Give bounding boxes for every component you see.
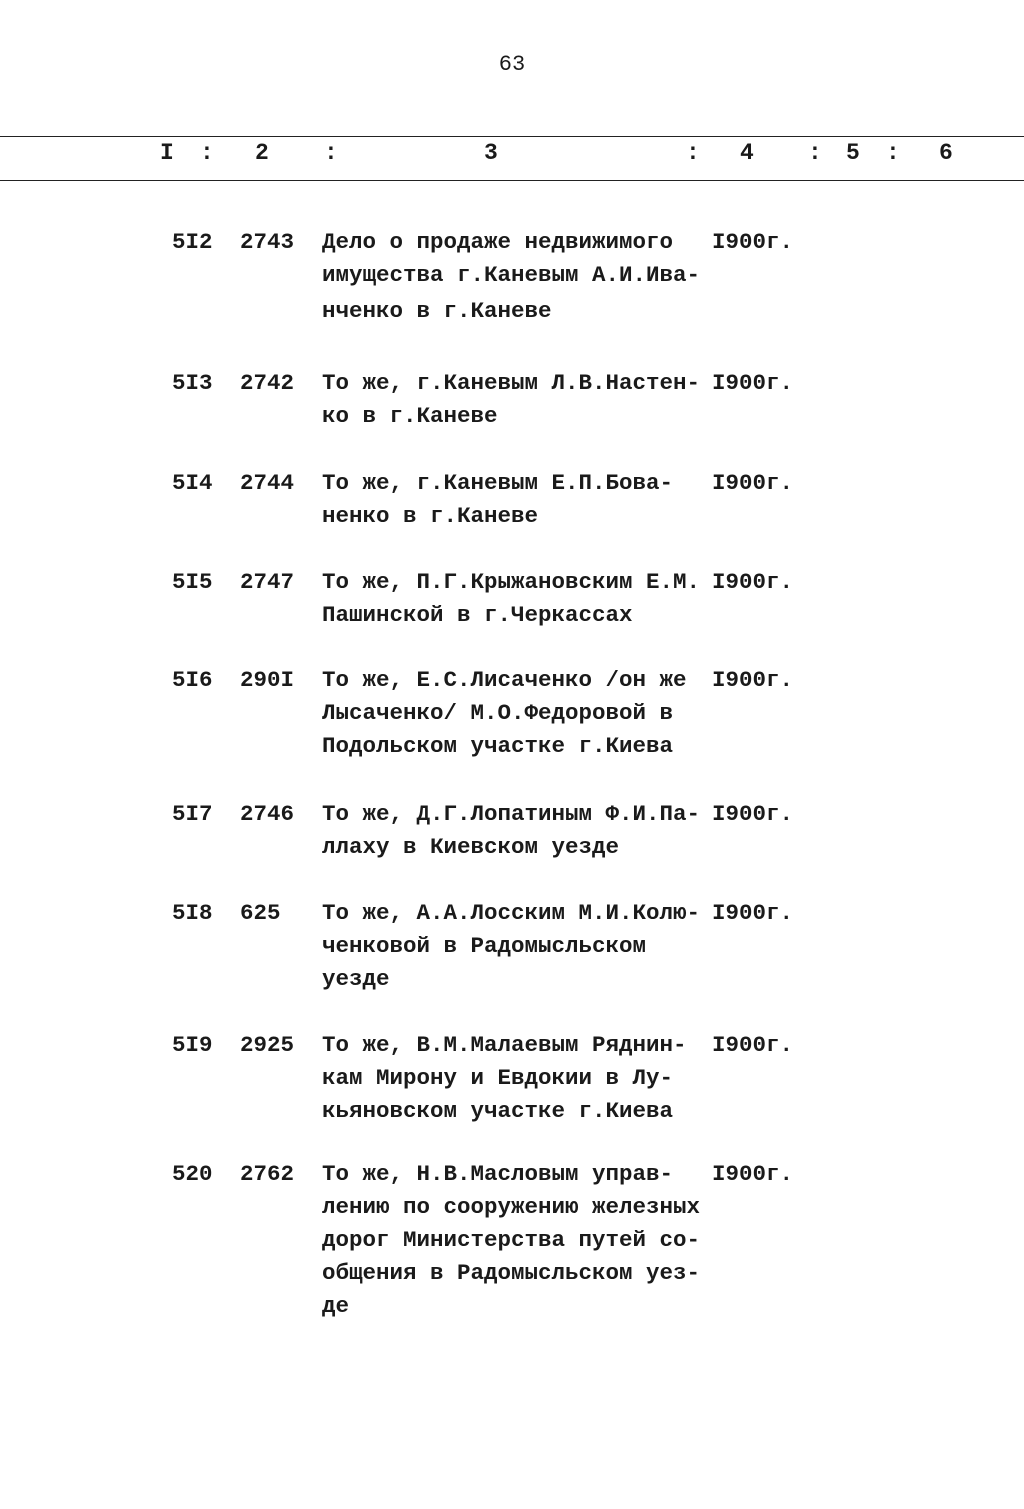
year: I900г. [712, 370, 794, 396]
description-line: имущества г.Каневым А.И.Ива- [322, 262, 701, 288]
description [322, 798, 722, 864]
year: I900г. [712, 1032, 794, 1058]
header-sep: : [686, 140, 700, 166]
row-number: 5I5 [172, 569, 213, 595]
description-line: де [322, 1293, 350, 1319]
file-number: 2742 [240, 370, 295, 396]
row-number: 520 [172, 1161, 213, 1187]
file-number: 2743 [240, 229, 295, 255]
description [322, 566, 722, 632]
row-number: 5I2 [172, 229, 213, 255]
year: I900г. [712, 229, 794, 255]
description-line: лению по сооружению железных [322, 1194, 701, 1220]
description-line: общения в Радомысльском уез- [322, 1260, 701, 1286]
header-col2: 2 [255, 140, 269, 166]
year: I900г. [712, 667, 794, 693]
year: I900г. [712, 801, 794, 827]
description [322, 367, 722, 433]
description-line: кьяновском участке г.Киева [322, 1098, 674, 1124]
year: I900г. [712, 569, 794, 595]
description-line: кам Мирону и Евдокии в Лу- [322, 1065, 674, 1091]
description-line: То же, г.Каневым Е.П.Бова- [322, 470, 674, 496]
description [322, 1029, 722, 1128]
header-sep: : [324, 140, 338, 166]
row-number: 5I7 [172, 801, 213, 827]
description-line: То же, А.А.Лосским М.И.Колю- [322, 900, 701, 926]
description-line: Пашинской в г.Черкассах [322, 602, 633, 628]
file-number: 2747 [240, 569, 295, 595]
header-col3: 3 [484, 140, 498, 166]
description-line: То же, Н.В.Масловым управ- [322, 1161, 674, 1187]
file-number: 290I [240, 667, 295, 693]
description [322, 467, 722, 533]
header-sep: : [886, 140, 900, 166]
description-line: То же, В.М.Малаевым Ряднин- [322, 1032, 687, 1058]
row-number: 5I9 [172, 1032, 213, 1058]
file-number: 2744 [240, 470, 295, 496]
year: I900г. [712, 900, 794, 926]
row-number: 5I3 [172, 370, 213, 396]
description-line: уезде [322, 966, 390, 992]
description-line: Лысаченко/ М.О.Федоровой в [322, 700, 674, 726]
row-number: 5I4 [172, 470, 213, 496]
page-number: 63 [498, 52, 526, 77]
header-col4: 4 [740, 140, 754, 166]
description-line: ллаху в Киевском уезде [322, 834, 620, 860]
file-number: 2762 [240, 1161, 295, 1187]
header-bottom-rule [0, 180, 1024, 181]
description-line: ненко в г.Каневе [322, 503, 539, 529]
description [322, 226, 722, 328]
header-sep: : [808, 140, 822, 166]
year: I900г. [712, 470, 794, 496]
description-line: Подольском участке г.Киева [322, 733, 674, 759]
header-col1: I [160, 140, 174, 166]
description-line: нченко в г.Каневе [322, 298, 552, 324]
description [322, 897, 722, 996]
year: I900г. [712, 1161, 794, 1187]
description [322, 664, 722, 763]
header-sep: : [200, 140, 214, 166]
description [322, 1158, 722, 1323]
file-number: 625 [240, 900, 281, 926]
header-col6: 6 [939, 140, 953, 166]
file-number: 2925 [240, 1032, 295, 1058]
file-number: 2746 [240, 801, 295, 827]
description-line: То же, г.Каневым Л.В.Настен- [322, 370, 701, 396]
header-col5: 5 [846, 140, 860, 166]
description-line: дорог Министерства путей со- [322, 1227, 701, 1253]
description-line: То же, Д.Г.Лопатиным Ф.И.Па- [322, 801, 701, 827]
row-number: 5I6 [172, 667, 213, 693]
description-line: То же, П.Г.Крыжановским Е.М. [322, 569, 701, 595]
description-line: То же, Е.С.Лисаченко /он же [322, 667, 687, 693]
row-number: 5I8 [172, 900, 213, 926]
description-line: Дело о продаже недвижимого [322, 229, 674, 255]
description-line: ченковой в Радомысльском [322, 933, 647, 959]
description-line: ко в г.Каневе [322, 403, 498, 429]
header-top-rule [0, 136, 1024, 137]
